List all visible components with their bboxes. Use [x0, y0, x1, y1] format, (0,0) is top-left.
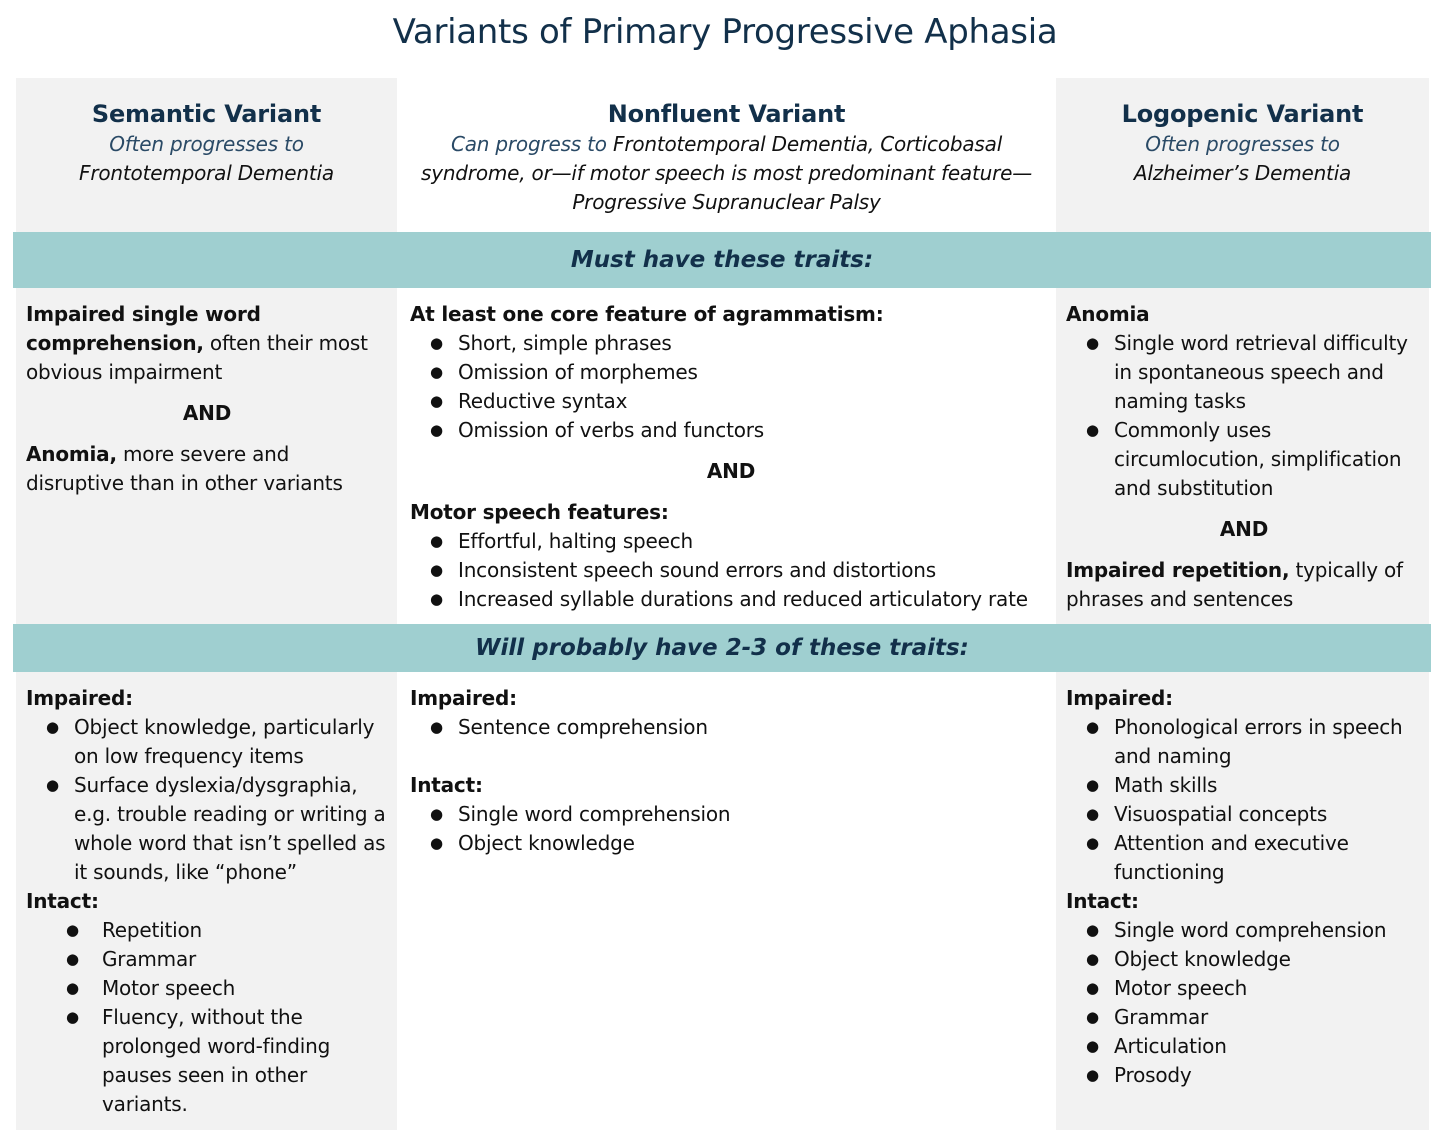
semantic-progression-dest: Frontotemporal Dementia [79, 161, 334, 185]
list-item [1066, 1061, 1422, 1090]
logopenic-must-p2-bold: Impaired repetition, [1066, 558, 1290, 582]
logopenic-must-cell [1066, 300, 1422, 614]
must-have-band [13, 232, 1431, 288]
list-item-text: Surface dyslexia/dysgraphia, e.g. trouble reading or writing a whole word that isn’t spelled as it sounds, like “phone” [74, 773, 386, 884]
nonfluent-impaired-label: Impaired: [410, 686, 517, 710]
list-item [1066, 829, 1422, 887]
semantic-impaired-label: Impaired: [26, 686, 133, 710]
list-item-text: Short, simple phrases [458, 331, 672, 355]
logopenic-header [1056, 98, 1429, 188]
nonfluent-variant-title: Nonfluent Variant [607, 100, 846, 128]
list-item-text: Single word comprehension [458, 802, 731, 826]
semantic-must-cell [26, 300, 388, 498]
logopenic-progression-lead: Often progresses to [1145, 132, 1340, 156]
list-item-text: Omission of morphemes [458, 360, 698, 384]
list-item-text: Motor speech [1114, 976, 1248, 1000]
semantic-must-p1 [26, 300, 388, 387]
semantic-variant-title: Semantic Variant [91, 100, 322, 128]
logopenic-progression-dest: Alzheimer’s Dementia [1133, 161, 1352, 185]
list-item [410, 329, 1050, 358]
bullet-icon: ● [1086, 950, 1099, 968]
semantic-must-p1-bold: Impaired single word comprehension, [26, 302, 261, 355]
list-item [1066, 771, 1422, 800]
list-item-text: Repetition [102, 918, 203, 942]
list-item [1066, 1003, 1422, 1032]
nonfluent-must-heading-1: At least one core feature of agrammatism: [410, 302, 884, 326]
bullet-icon: ● [46, 776, 59, 794]
logopenic-must-heading-1: Anomia [1066, 302, 1150, 326]
semantic-must-p2 [26, 440, 388, 498]
bullet-icon: ● [1086, 1066, 1099, 1084]
logopenic-impaired-label: Impaired: [1066, 686, 1173, 710]
list-item [1066, 916, 1422, 945]
list-item-text: Grammar [102, 947, 197, 971]
nonfluent-must-cell [410, 300, 1050, 614]
logopenic-must-p2-rest: typically of phrases and sentences [1066, 558, 1403, 611]
bullet-icon: ● [430, 834, 443, 852]
semantic-must-and: AND [182, 401, 232, 425]
nonfluent-progression-lead: Can progress to [450, 132, 607, 156]
list-item [410, 585, 1050, 614]
list-item-text: Commonly uses circumlocution, simplification and substitution [1114, 418, 1402, 500]
list-item-text: Articulation [1114, 1034, 1227, 1058]
list-item [1066, 713, 1422, 771]
list-item-text: Effortful, halting speech [458, 529, 694, 553]
bullet-icon: ● [1086, 979, 1099, 997]
logopenic-probable-cell [1066, 684, 1422, 1090]
bullet-icon: ● [430, 532, 443, 550]
list-item-text: Attention and executive functioning [1114, 831, 1349, 884]
bullet-icon: ● [1086, 718, 1099, 736]
semantic-must-p2-bold: Anomia, [26, 442, 117, 466]
nonfluent-must-heading-2: Motor speech features: [410, 500, 669, 524]
probable-band-label: Will probably have 2-3 of these traits: [475, 635, 969, 661]
bullet-icon: ● [1086, 334, 1099, 352]
bullet-icon: ● [430, 718, 443, 736]
list-item-text: Sentence comprehension [458, 715, 708, 739]
list-item [1066, 800, 1422, 829]
list-item-text: Phonological errors in speech and naming [1114, 715, 1403, 768]
list-item [410, 556, 1050, 585]
must-have-band-label: Must have these traits: [570, 247, 874, 273]
list-item [26, 1003, 388, 1119]
list-item [26, 713, 388, 771]
logopenic-intact-list [1066, 916, 1422, 1090]
list-item [410, 800, 1050, 829]
list-item [26, 916, 388, 945]
list-item-text: Math skills [1114, 773, 1218, 797]
semantic-progression [16, 130, 397, 188]
list-item-text: Single word retrieval difficulty in spontaneous speech and naming tasks [1114, 331, 1408, 413]
list-item [1066, 1032, 1422, 1061]
logopenic-anomia-list [1066, 329, 1422, 503]
list-item-text: Single word comprehension [1114, 918, 1387, 942]
list-item [26, 974, 388, 1003]
nonfluent-progression [397, 130, 1056, 217]
bullet-icon: ● [66, 921, 79, 939]
list-item [1066, 974, 1422, 1003]
bullet-icon: ● [66, 950, 79, 968]
semantic-must-p1-rest: often their most obvious impairment [26, 331, 368, 384]
nonfluent-impaired-list [410, 713, 1050, 742]
bullet-icon: ● [430, 590, 443, 608]
list-item-text: Object knowledge [458, 831, 635, 855]
list-item [26, 771, 388, 887]
bullet-icon: ● [1086, 805, 1099, 823]
bullet-icon: ● [1086, 1008, 1099, 1026]
list-item-text: Increased syllable durations and reduced articulatory rate [458, 587, 1028, 611]
bullet-icon: ● [1086, 776, 1099, 794]
page-title: Variants of Primary Progressive Aphasia [392, 12, 1058, 52]
list-item-text: Object knowledge, particularly on low frequency items [74, 715, 375, 768]
bullet-icon: ● [430, 561, 443, 579]
bullet-icon: ● [430, 421, 443, 439]
list-item [410, 713, 1050, 742]
nonfluent-must-and: AND [706, 459, 756, 483]
list-item-text: Visuospatial concepts [1114, 802, 1328, 826]
bullet-icon: ● [46, 718, 59, 736]
list-item-text: Omission of verbs and functors [458, 418, 765, 442]
list-item-text: Inconsistent speech sound errors and distortions [458, 558, 936, 582]
logopenic-impaired-list [1066, 713, 1422, 887]
bullet-icon: ● [1086, 421, 1099, 439]
logopenic-progression [1056, 130, 1429, 188]
list-item-text: Motor speech [102, 976, 236, 1000]
list-item [410, 829, 1050, 858]
list-item-text: Prosody [1114, 1063, 1192, 1087]
logopenic-variant-title: Logopenic Variant [1121, 100, 1364, 128]
list-item-text: Fluency, without the prolonged word-finding pauses seen in other variants. [102, 1005, 331, 1116]
list-item [410, 527, 1050, 556]
list-item [26, 945, 388, 974]
nonfluent-header [397, 98, 1056, 217]
list-item [1066, 416, 1422, 503]
semantic-probable-cell [26, 684, 388, 1119]
list-item [410, 358, 1050, 387]
probable-band [13, 624, 1431, 672]
list-item [1066, 945, 1422, 974]
nonfluent-intact-label: Intact: [410, 773, 483, 797]
bullet-icon: ● [66, 1008, 79, 1026]
bullet-icon: ● [66, 979, 79, 997]
nonfluent-intact-list [410, 800, 1050, 858]
logopenic-must-and: AND [1219, 517, 1269, 541]
nonfluent-progression-dest: Frontotemporal Dementia, Corticobasal syndrome, or—if motor speech is most predominant feature—Progressive Supranuclear Palsy [420, 132, 1033, 214]
nonfluent-motor-speech-list [410, 527, 1050, 614]
semantic-must-p2-rest: more severe and disruptive than in other variants [26, 442, 343, 495]
nonfluent-agrammatism-list [410, 329, 1050, 445]
list-item-text: Object knowledge [1114, 947, 1291, 971]
bullet-icon: ● [1086, 921, 1099, 939]
list-item-text: Reductive syntax [458, 389, 628, 413]
semantic-impaired-list [26, 713, 388, 887]
list-item [1066, 329, 1422, 416]
semantic-intact-list [26, 916, 388, 1119]
list-item-text: Grammar [1114, 1005, 1209, 1029]
bullet-icon: ● [430, 805, 443, 823]
semantic-intact-label: Intact: [26, 889, 99, 913]
nonfluent-probable-cell [410, 684, 1050, 858]
bullet-icon: ● [430, 334, 443, 352]
bullet-icon: ● [1086, 834, 1099, 852]
semantic-header [16, 98, 397, 188]
list-item [410, 387, 1050, 416]
bullet-icon: ● [1086, 1037, 1099, 1055]
bullet-icon: ● [430, 363, 443, 381]
logopenic-intact-label: Intact: [1066, 889, 1139, 913]
logopenic-must-p2 [1066, 556, 1422, 614]
bullet-icon: ● [430, 392, 443, 410]
semantic-progression-lead: Often progresses to [109, 132, 304, 156]
list-item [410, 416, 1050, 445]
